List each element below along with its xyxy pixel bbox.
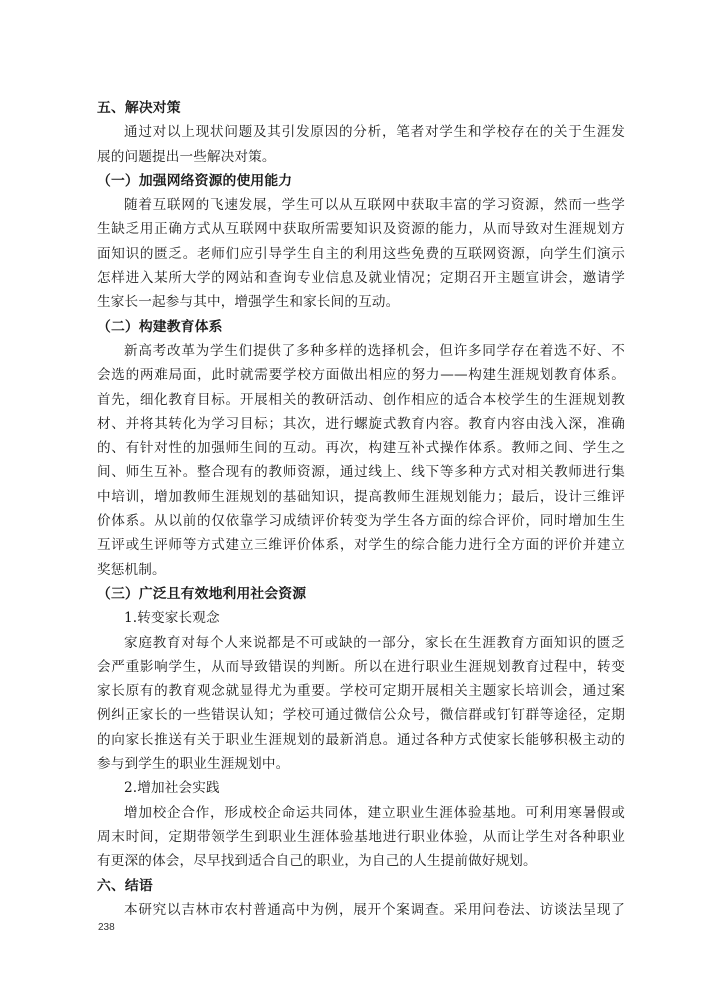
paragraph-line: 有更深的体会，尽早找到适合自己的职业，为自己的人生提前做好规划。 <box>97 853 537 870</box>
paragraph-line: 周末时间，定期带领学生到职业生涯体验基地进行职业体验，从而让学生对各种职业 <box>97 828 625 845</box>
paragraph-line: 互评或生评师等方式建立三维评价体系，对学生的综合能力进行全方面的评价并建立 <box>97 537 625 554</box>
paragraph-line: 的向家长推送有关于职业生涯规划的最新消息。通过各种方式使家长能够积极主动的 <box>97 731 625 748</box>
paragraph-line: 展的问题提出一些解决对策。 <box>97 148 276 165</box>
paragraph-line: 家长原有的教育观念就显得尤为重要。学校可定期开展相关主题家长培训会，通过案 <box>97 683 625 700</box>
document-page <box>97 96 625 922</box>
paragraph-line: 的、有针对性的加强师生间的互动。再次，构建互补式操作体系。教师之间、学生之 <box>97 440 625 457</box>
paragraph-line: 生缺乏用正确方式从互联网中获取所需要知识及资源的能力，从而导致对生涯规划方 <box>97 221 625 238</box>
paragraph-line: 间、师生互补。整合现有的教师资源，通过线上、线下等多种方式对相关教师进行集 <box>97 464 625 481</box>
section-heading: 六、结语 <box>97 877 153 894</box>
paragraph-line: 中培训，增加教师生涯规划的基础知识，提高教师生涯规划能力；最后，设计三维评 <box>97 488 625 505</box>
paragraph-line: 首先，细化教育目标。开展相关的教研活动、创作相应的适合本校学生的生涯规划教 <box>97 391 625 408</box>
paragraph-line: 生家长一起参与其中，增强学生和家长间的互动。 <box>97 294 400 311</box>
paragraph-line: 新高考改革为学生们提供了多种多样的选择机会，但许多同学存在着选不好、不 <box>124 342 625 359</box>
paragraph-line: 家庭教育对每个人来说都是不可或缺的一部分，家长在生涯教育方面知识的匮乏 <box>124 634 625 651</box>
item-title: 1.转变家长观念 <box>124 610 220 627</box>
paragraph-line: 会选的两难局面，此时就需要学校方面做出相应的努力——构建生涯规划教育体系。 <box>97 367 625 384</box>
paragraph-line: 本研究以吉林市农村普通高中为例，展开个案调查。采用问卷法、访谈法呈现了 <box>124 901 625 918</box>
page-number: 238 <box>98 922 115 933</box>
paragraph-line: 面知识的匮乏。老师们应引导学生自主的利用这些免费的互联网资源，向学生们演示 <box>97 245 625 262</box>
paragraph-line: 随着互联网的飞速发展，学生可以从互联网中获取丰富的学习资源，然而一些学 <box>124 197 625 214</box>
item-title: 2.增加社会实践 <box>124 780 220 797</box>
section-heading: 五、解决对策 <box>97 100 181 116</box>
paragraph-line: 会严重影响学生，从而导致错误的判断。所以在进行职业生涯规划教育过程中，转变 <box>97 658 625 675</box>
paragraph-line: 参与到学生的职业生涯规划中。 <box>97 756 290 773</box>
subsection-heading: （三）广泛且有效地利用社会资源 <box>97 585 307 602</box>
paragraph-line: 通过对以上现状问题及其引发原因的分析，笔者对学生和学校存在的关于生涯发 <box>124 124 625 141</box>
paragraph-line: 价体系。从以前的仅依靠学习成绩评价转变为学生各方面的综合评价，同时增加生生 <box>97 513 625 530</box>
paragraph-line: 奖惩机制。 <box>97 561 166 578</box>
paragraph-line: 增加校企合作，形成校企命运共同体，建立职业生涯体验基地。可利用寒暑假或 <box>124 804 625 821</box>
subsection-heading: （二）构建教育体系 <box>97 318 223 335</box>
paragraph-line: 怎样进入某所大学的网站和查询专业信息及就业情况；定期召开主题宣讲会，邀请学 <box>97 270 625 287</box>
paragraph-line: 材、并将其转化为学习目标；其次，进行螺旋式教育内容。教育内容由浅入深，准确 <box>97 415 625 432</box>
subsection-heading: （一）加强网络资源的使用能力 <box>97 172 293 189</box>
paragraph-line: 例纠正家长的一些错误认知；学校可通过微信公众号，微信群或钉钉群等途径，定期 <box>97 707 625 724</box>
